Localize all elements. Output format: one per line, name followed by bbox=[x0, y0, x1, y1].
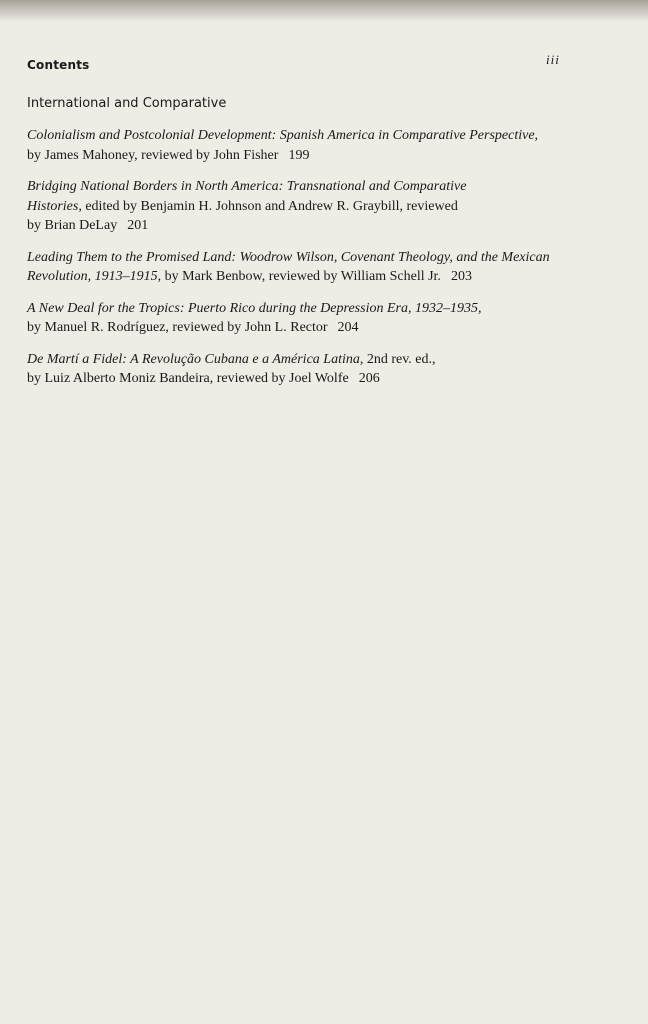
page-top-shadow bbox=[0, 0, 648, 22]
entry-title-continued: Histories, bbox=[27, 198, 82, 214]
entry-title: Leading Them to the Promised Land: Woodrow Wilson, Covenant Theology, and the Mexican bbox=[27, 249, 550, 265]
contents-entry bbox=[27, 248, 617, 287]
running-head: Contents bbox=[27, 58, 90, 72]
entry-title: Bridging National Borders in North America: Transnational and Comparative bbox=[27, 179, 467, 194]
entry-title-continued: Revolution, 1913–1915, bbox=[27, 269, 162, 284]
entry-page-number: 199 bbox=[288, 147, 310, 163]
entry-title: Colonialism and Postcolonial Development: Spanish America in Comparative Perspective, bbox=[27, 128, 539, 143]
entry-credits: by Luiz Alberto Moniz Bandeira, reviewed by Joel Wolfe bbox=[27, 371, 349, 386]
entry-edition: 2nd rev. ed., bbox=[363, 351, 436, 367]
entry-credits: by Mark Benbow, reviewed by William Schell Jr. bbox=[161, 269, 441, 284]
entry-credits: edited by Benjamin H. Johnson and Andrew R. Graybill, reviewed bbox=[81, 198, 458, 214]
entry-credits: by Manuel R. Rodríguez, reviewed by John L. Rector bbox=[27, 320, 328, 335]
entry-credits: by James Mahoney, reviewed by John Fisher bbox=[27, 147, 279, 163]
section-heading: International and Comparative bbox=[27, 96, 227, 111]
contents-entry bbox=[27, 350, 617, 389]
page-number: iii bbox=[546, 52, 560, 67]
entry-page-number: 203 bbox=[450, 269, 472, 284]
entry-credits-continued: by Brian DeLay bbox=[27, 218, 118, 233]
entry-page-number: 204 bbox=[337, 320, 359, 335]
contents-entry bbox=[27, 299, 617, 338]
contents-entry bbox=[27, 177, 617, 236]
entry-title: De Martí a Fidel: A Revolução Cubana e a América Latina, bbox=[27, 351, 364, 367]
contents-entries bbox=[27, 126, 617, 401]
contents-entry bbox=[27, 126, 617, 165]
entry-page-number: 201 bbox=[127, 218, 149, 233]
entry-page-number: 206 bbox=[358, 371, 380, 386]
entry-title: A New Deal for the Tropics: Puerto Rico during the Depression Era, 1932–1935, bbox=[27, 300, 482, 316]
